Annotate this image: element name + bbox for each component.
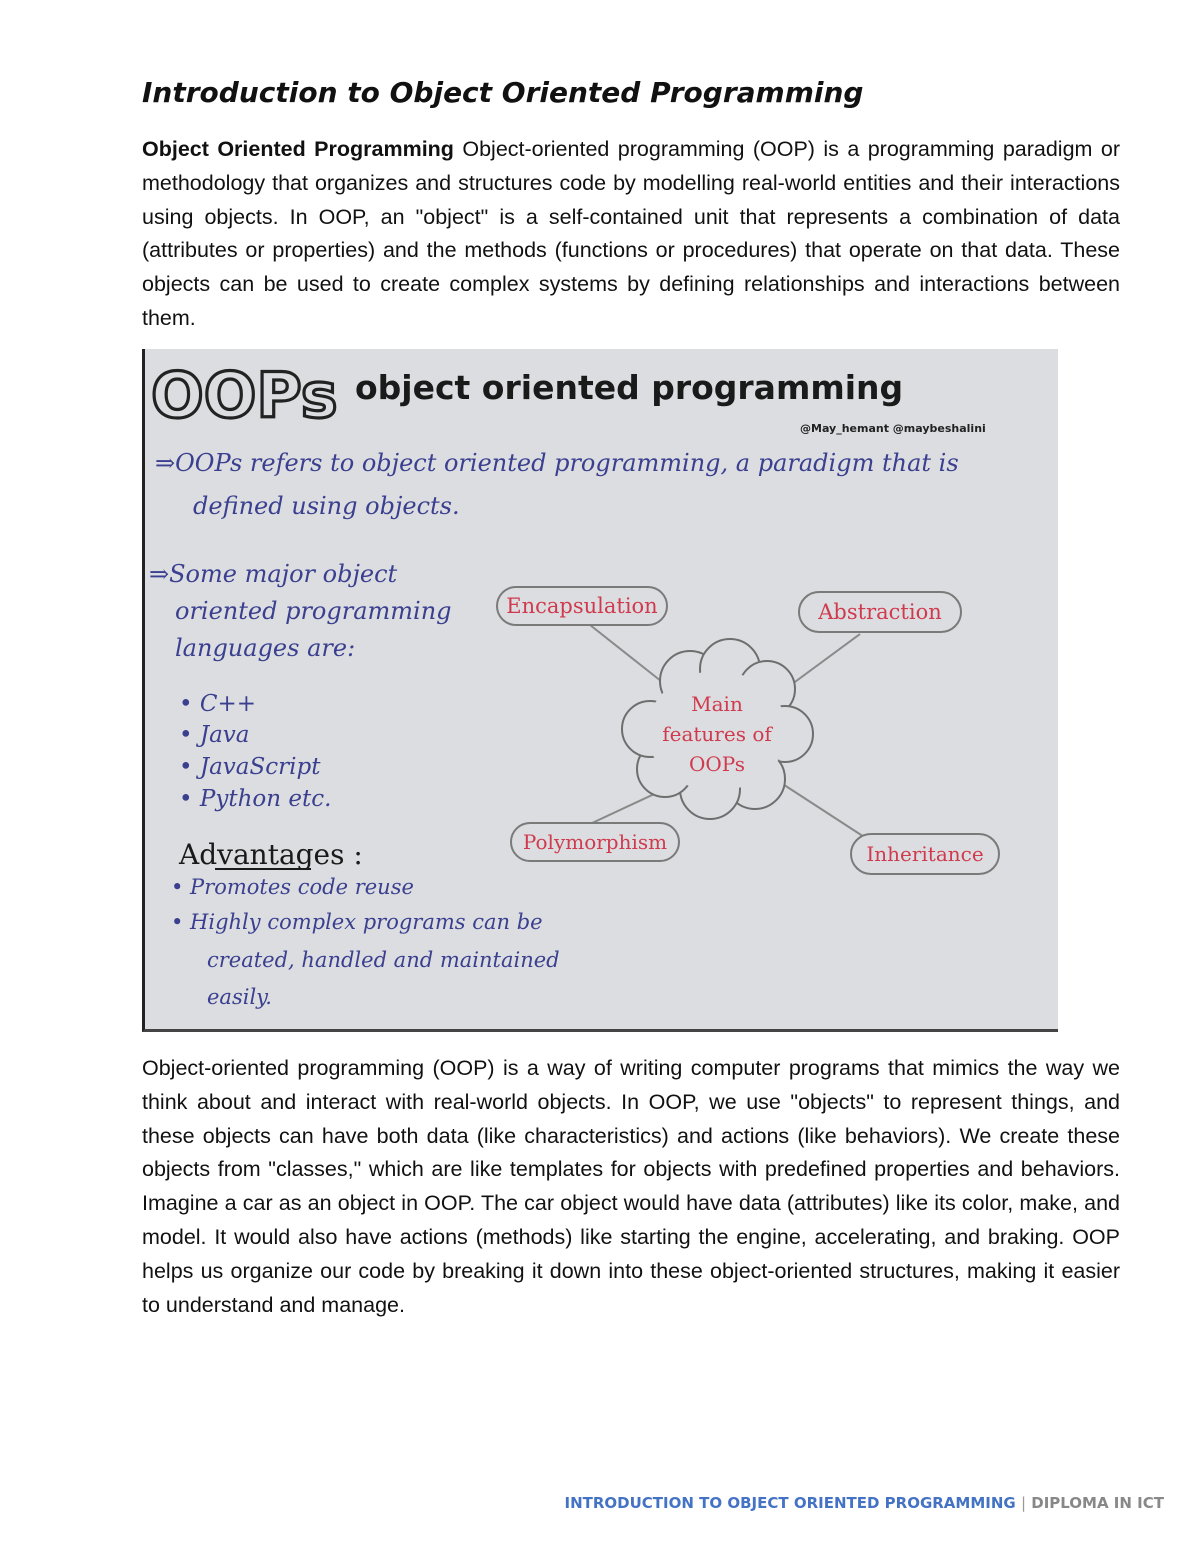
chart-drawing [145, 349, 1058, 1029]
language-item: • Java [179, 722, 250, 748]
language-item: • Python etc. [179, 786, 332, 812]
definition-line-1: ⇒OOPs refers to object oriented programming, a paradigm that is [155, 449, 959, 477]
language-item: • JavaScript [179, 754, 321, 780]
feature-encapsulation: Encapsulation [506, 594, 658, 618]
feature-abstraction: Abstraction [818, 600, 942, 624]
feature-inheritance: Inheritance [866, 842, 984, 866]
advantage-item: • Promotes code reuse [171, 875, 414, 899]
oops-logo: OOPs [151, 359, 338, 432]
page-footer [564, 1494, 1164, 1512]
definition-line-2: defined using objects. [193, 492, 460, 520]
intro-paragraph [142, 133, 1120, 336]
oops-handwritten-chart-image [142, 349, 1058, 1032]
footer-title: INTRODUCTION TO OBJECT ORIENTED PROGRAMMING [564, 1494, 1016, 1512]
advantages-title: Advantages : [179, 838, 363, 871]
languages-intro-2: oriented programming [175, 597, 452, 625]
figure-credit: @May_hemant @maybeshalini [800, 422, 986, 435]
intro-lead: Object Oriented Programming [142, 137, 454, 161]
page-title: Introduction to Object Oriented Programming [142, 76, 864, 109]
languages-intro-3: languages are: [175, 634, 356, 662]
advantage-item: easily. [207, 985, 272, 1009]
center-line-3: OOPs [689, 752, 745, 776]
center-line-2: features of [662, 722, 772, 746]
body-paragraph: Object-oriented programming (OOP) is a way of writing computer programs that mimics the way we think about and interact with real-world objects. In OOP, we use "objects" to represent things, and these objects can have both data (like characteristics) and actions (like behaviors). We create these objects from "classes," which are like templates for objects with predefined properties and behaviors. Imagine a car as an object in OOP. The car object would have data (attributes) like its color, make, and model. It would also have actions (methods) like starting the engine, accelerating, and braking. OOP helps us organize our code by breaking it down into these object-oriented structures, making it easier to understand and manage. [142, 1056, 1120, 1317]
intro-text: Object-oriented programming (OOP) is a programming paradigm or methodology that organizes and structures code by modelling real-world entities and their interactions using objects. In OOP, an "object" is a self-contained unit that represents a combination of data (attributes or properties) and the methods (functions or procedures) that operate on that data. These objects can be used to create complex systems by defining relationships and interactions between them. [142, 137, 1120, 330]
footer-separator: | [1020, 1494, 1027, 1512]
advantage-item: created, handled and maintained [207, 948, 560, 972]
advantage-item: • Highly complex programs can be [171, 910, 543, 934]
figure-title: object oriented programming [355, 368, 904, 407]
languages-intro-1: ⇒Some major object [149, 560, 398, 588]
center-line-1: Main [691, 692, 743, 716]
feature-polymorphism: Polymorphism [522, 830, 668, 854]
language-item: • C++ [179, 691, 257, 717]
footer-subtitle: DIPLOMA IN ICT [1031, 1494, 1164, 1512]
